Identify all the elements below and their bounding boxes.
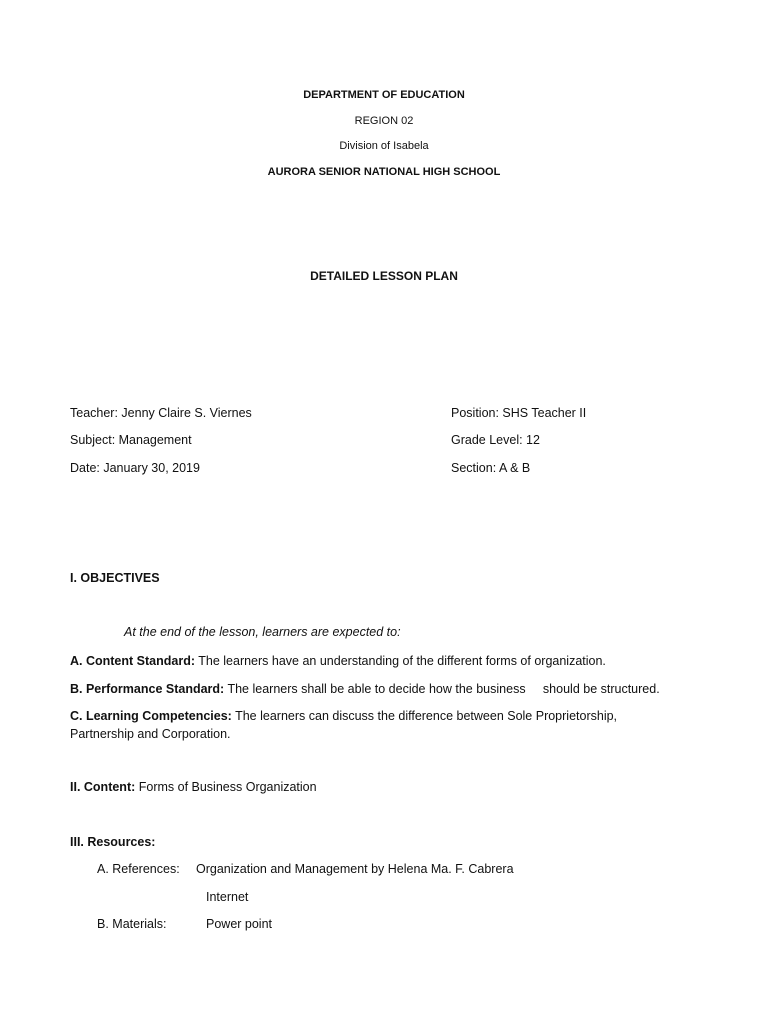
materials-item-1: Power point (206, 917, 273, 931)
content-standard (70, 652, 690, 670)
performance-standard-label: B. Performance Standard: (70, 682, 225, 696)
position-line: Position: SHS Teacher II (451, 406, 587, 420)
school-heading: AURORA SENIOR NATIONAL HIGH SCHOOL (267, 166, 501, 178)
content-line (70, 780, 317, 794)
references-label: A. References: (97, 862, 180, 876)
teacher-line: Teacher: Jenny Claire S. Viernes (70, 406, 252, 420)
objectives-heading: I. OBJECTIVES (70, 571, 160, 585)
subject-line: Subject: Management (70, 433, 192, 447)
objectives-intro: At the end of the lesson, learners are expected to: (124, 625, 401, 639)
date-line: Date: January 30, 2019 (70, 461, 200, 475)
learning-competencies-label: C. Learning Competencies: (70, 709, 232, 723)
content-standard-text: The learners have an understanding of the different forms of organization. (195, 654, 606, 668)
section-line: Section: A & B (451, 461, 531, 475)
learning-competencies-text: The learners can discuss the difference between Sole Proprietorship, Partnership and Corporation. (70, 709, 618, 741)
references-item-2: Internet (206, 890, 249, 904)
references-item-1: Organization and Management by Helena Ma. F. Cabrera (196, 862, 514, 876)
performance-standard-text: The learners shall be able to decide how the business should be structured. (224, 682, 660, 696)
resources-heading: III. Resources: (70, 835, 156, 849)
learning-competencies (70, 707, 670, 743)
department-heading: DEPARTMENT OF EDUCATION (303, 89, 465, 101)
content-text: Forms of Business Organization (135, 780, 317, 794)
document-title: DETAILED LESSON PLAN (310, 269, 458, 283)
grade-line: Grade Level: 12 (451, 433, 540, 447)
region-heading: REGION 02 (354, 115, 414, 127)
content-label: II. Content: (70, 780, 136, 794)
content-standard-label: A. Content Standard: (70, 654, 195, 668)
division-heading: Division of Isabela (339, 140, 429, 152)
performance-standard (70, 680, 690, 698)
materials-label: B. Materials: (97, 917, 167, 931)
